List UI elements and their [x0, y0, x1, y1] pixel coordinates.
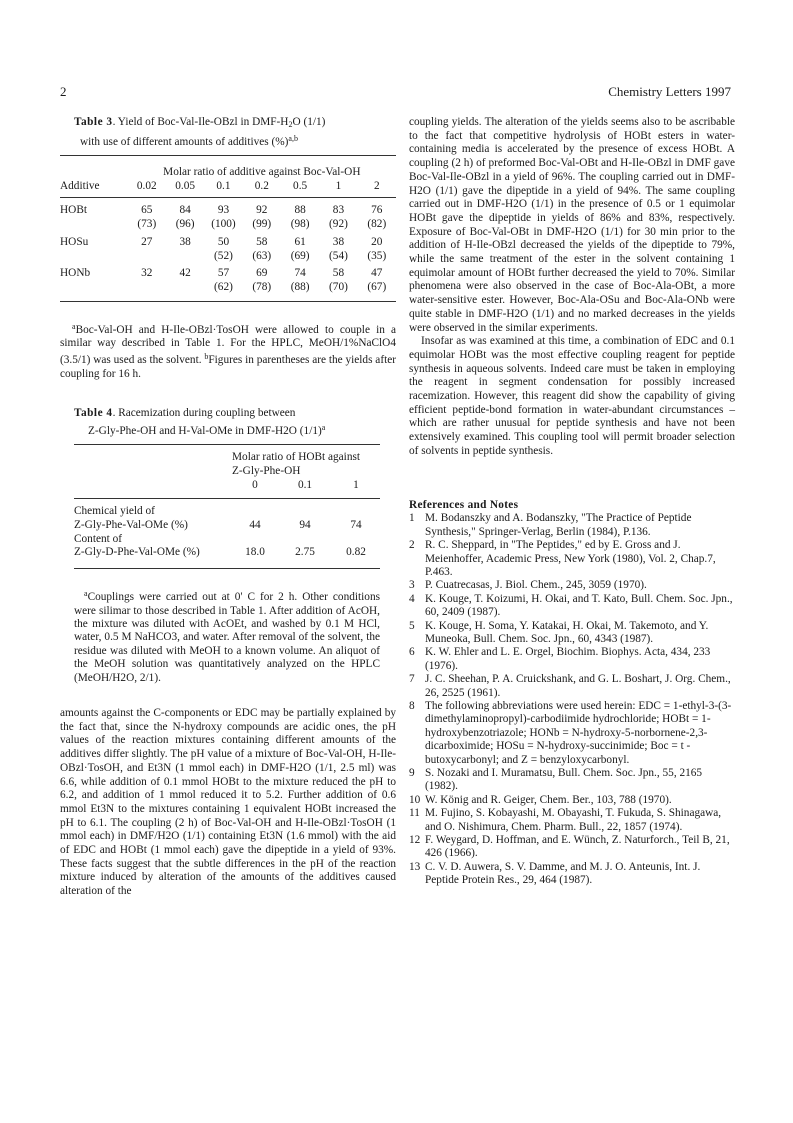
- table3-footnote: [60, 320, 396, 382]
- table3-paren: [166, 281, 204, 295]
- reference-text: The following abbreviations were used herein: EDC = 1-ethyl-3-(3-dimethylaminopropyl)-carbodiimide hydrochloride; HOBt = 1-hydroxybenzotriazole; HONb = N-hydroxy-5-norbornene-2,3-dicarboximide; HOSu = N-hydroxy-succinimide; Boc = t -butoxycarbonyl; and Z = benzyloxycarbonyl.: [425, 699, 732, 766]
- table3-cell: 84: [179, 204, 191, 217]
- reference-number: 4: [409, 592, 415, 605]
- table3-footnote-text: Boc-Val-OH and H-Ile-OBzl·TosOH were allowed to couple in a similar way described in Table 1. For the HPLC, MeOH/1%NaClO4 (3.5/1) was used as the solvent.: [60, 323, 396, 367]
- table3-paren: (54): [329, 249, 348, 262]
- table3-cell: 93: [217, 204, 230, 217]
- table3-paren: (88): [290, 280, 310, 293]
- table3-footnote-b-text: Figures in parentheses are the yields after coupling for 16 h.: [60, 354, 396, 380]
- table3-cell: 38: [179, 235, 191, 248]
- table4-cell: 18.0: [245, 546, 265, 559]
- table3-cell: 83: [332, 204, 345, 217]
- table3-header-span: Molar ratio of additive against Boc-Val-OH: [163, 166, 361, 178]
- table3-paren: (96): [175, 218, 195, 231]
- reference-number: 6: [409, 646, 415, 659]
- table3-paren: (67): [367, 280, 387, 293]
- table3-row-name: HONb: [60, 267, 91, 280]
- table3-footnote-a-sup: a: [72, 321, 76, 331]
- table3-caption-sup: a,b: [288, 133, 298, 143]
- table4-cell: 0.82: [346, 546, 366, 559]
- reference-number: 3: [409, 579, 415, 592]
- table3-cell: 38: [332, 235, 345, 248]
- table3-paren: (52): [214, 249, 233, 262]
- left-column: [60, 116, 396, 899]
- table3-ratio: 1: [335, 179, 342, 192]
- table3-paren: (82): [367, 218, 387, 231]
- table4-footnote: [74, 587, 380, 685]
- table4-ratio: 1: [353, 478, 359, 491]
- reference-item: [409, 834, 735, 861]
- table4-bottom-rule: [74, 568, 380, 569]
- reference-text: C. V. D. Auwera, S. V. Damme, and M. J. O. Anteunis, Int. J. Peptide Protein Res., 29, 464 (1987).: [425, 860, 701, 887]
- reference-item: [409, 593, 735, 620]
- table3-cell: 20: [371, 235, 383, 248]
- reference-number: 10: [409, 793, 421, 806]
- reference-item: [409, 673, 735, 700]
- table4-caption-text: . Racemization during coupling between: [112, 407, 296, 420]
- table3-paren: (62): [214, 280, 233, 293]
- table4-row-label: Content of: [74, 532, 123, 545]
- table3-cell: 58: [256, 235, 268, 248]
- table4-header: Molar ratio of HOBt against: [232, 451, 361, 464]
- table3-cell: 76: [371, 204, 383, 217]
- table4: [74, 445, 380, 560]
- references-title: References and Notes: [409, 498, 519, 511]
- right-column: [409, 116, 735, 888]
- table4-label: Table 4: [74, 407, 113, 420]
- table3-footnote-b-sup: b: [204, 352, 209, 362]
- table3-row-name: HOBt: [60, 204, 87, 217]
- table3-paren: (78): [252, 280, 272, 293]
- reference-text: J. C. Sheehan, P. A. Cruickshank, and G. L. Boshart, J. Org. Chem., 26, 2525 (1961).: [425, 673, 731, 699]
- table4-ratio: 0.1: [297, 478, 313, 491]
- body-left-paragraph: amounts against the C-components or EDC may be partially explained by the fact that, since the N-hydroxy compounds are acidic ones, the pH values of the reaction mixtures containing different amounts of the additives differ slightly. The pH value of a mixture of Boc-Val-OH, H-Ile-OBzl·TosOH, and Et3N (1 mmol each) in DMF-H2O (1/1, 2.5 ml) was 6.6, while addition of 0.1 mmol HOBt to the mixture reduced the pH to 6.2, and addition of 1 mmol reduced it to 5.2. Further addition of 0.6 mmol Et3N to the mixtures containing 1 equivalent HOBt increased the pH to 6.1. The coupling (2 h) of Boc-Val-OH and H-Ile-OBzl·TosOH (1 mmol each) in DMF/H2O (1/1) containing Et3N (1.6 mmol) with the aid of EDC and HOBt (1 mmol each) gave the dipeptide in a yield of 93%. These facts suggest that the subtle differences in the pH of the reaction mixture induced by alteration of the amounts of the additives caused alteration of the: [60, 707, 396, 898]
- table4-cell: 94: [299, 519, 311, 532]
- table3-paren: (63): [252, 249, 272, 262]
- table3-paren: [166, 250, 204, 264]
- table3-cell: 69: [256, 267, 268, 280]
- reference-number: 11: [409, 807, 420, 820]
- table3-cell: 50: [217, 235, 230, 248]
- table4-header-2: Z-Gly-Phe-OH: [232, 464, 301, 477]
- reference-text: M. Fujino, S. Kobayashi, M. Obayashi, T. Fukuda, S. Shinagawa, and O. Nishimura, Chem. Pharm. Bull., 22, 1857 (1974).: [425, 807, 722, 833]
- reference-text: S. Nozaki and I. Muramatsu, Bull. Chem. Soc. Jpn., 55, 2165 (1982).: [425, 767, 703, 793]
- table3-paren: [128, 250, 166, 264]
- reference-item: [409, 539, 735, 579]
- table4-caption: [60, 407, 396, 438]
- reference-item: [409, 700, 735, 767]
- table3-cell: 32: [141, 267, 153, 280]
- table3-cell: 74: [294, 267, 306, 280]
- table3-ratio: 0.5: [293, 179, 308, 192]
- table3-ratio: 0.1: [216, 179, 231, 192]
- reference-text: K. W. Ehler and L. E. Orgel, Biochim. Biophys. Acta, 434, 233 (1976).: [425, 646, 711, 672]
- table3-paren: (100): [211, 218, 236, 231]
- reference-item: [409, 861, 735, 888]
- table3-paren: (73): [137, 218, 157, 231]
- reference-item: [409, 620, 735, 647]
- table3-paren: (69): [290, 249, 310, 262]
- table3-bottom-rule: [60, 301, 396, 302]
- reference-number: 7: [409, 673, 415, 686]
- body-right-paragraph-1: coupling yields. The alteration of the yields seems also to be ascribable to the fact that competitive hydrolysis of HOBt esters in water-containing media is accelerated by the presence of excess HOBt. A coupling (2 h) of preformed Boc-Val-OBt and H-Ile-OBzl in DMF gave Boc-Val-Ile-OBzl in a yield of 96%. The coupling carried out in DMF-H2O (1/1) gave the dipeptide in a yield of 94%. The same coupling carried out in DMF-H2O (1/1) in the presence of 0.5 or 1 equimolar HOBt gave the dipeptide in yields of 86% and 83%, respectively. Exposure of Boc-Val-OBt in DMF-H2O (1/1) for 30 min prior to the addition of H-Ile-OBzl decreased the yields of the dipeptide to 79%, while the same treatment of the ester in the solvent containing 1 equimolar amount of HOBt further decreased the yield to 70%. Similar phenomena were also observed in the case of Boc-Ala-OBt, a more water-sensitive ester. However, Boc-Ala-OSu and Boc-Ala-ONb were quite stable in DMF-H2O (1/1) and no marked decreases in the yields were observed in the similar experiments.: [409, 116, 735, 334]
- table3-ratio: 2: [373, 179, 380, 192]
- table3-cell: 47: [371, 267, 383, 280]
- table3-ratio: 0.05: [175, 179, 196, 192]
- table3-caption-text-end: O (1/1): [292, 116, 326, 128]
- table3-cell: 27: [141, 235, 153, 248]
- table3-ratio: 0.02: [136, 179, 157, 192]
- reference-number: 9: [409, 767, 415, 779]
- table4-cell: 74: [350, 519, 362, 532]
- table3-paren: (99): [252, 218, 272, 231]
- table3-cell: 92: [256, 204, 268, 217]
- table4-caption-sup: a: [321, 422, 326, 432]
- reference-text: P. Cuatrecasas, J. Biol. Chem., 245, 3059 (1970).: [425, 579, 647, 592]
- table4-cell: 44: [249, 519, 261, 532]
- reference-text: M. Bodanszky and A. Bodanszky, "The Practice of Peptide Synthesis," Springer-Verlag, Berlin (1984), P.136.: [425, 512, 692, 538]
- table3-cell: 61: [294, 235, 306, 248]
- table4-row-label: Z-Gly-Phe-Val-OMe (%): [74, 519, 188, 532]
- table3-cell: 58: [332, 267, 345, 280]
- table3-caption-text: . Yield of Boc-Val-Ile-OBzl in DMF-H: [112, 116, 289, 128]
- table3-paren: (98): [290, 218, 310, 231]
- reference-item: [409, 807, 735, 834]
- reference-item: [409, 646, 735, 673]
- reference-number: 5: [409, 619, 415, 632]
- table4-row-label: Z-Gly-D-Phe-Val-OMe (%): [74, 546, 200, 559]
- table4-ratio: 0: [252, 478, 258, 491]
- table3-cell: 57: [217, 267, 230, 280]
- table3-caption-sub: 2: [288, 120, 293, 129]
- body-right-paragraph-2: Insofar as was examined at this time, a combination of EDC and 0.1 equimolar HOBt was the most effective coupling reagent for peptide synthesis in aqueous solvents. Indeed care must be taken in employing the reagent in segment condensation for possibly increased racemization. However, this reagent did show the capability of giving efficient peptide-bond formation in water-abundant circumstances – which are rather unusual for peptide synthesis and have not been extensively examined. This coupling tool will permit broader selection of solvents in peptide synthesis.: [409, 335, 735, 457]
- table3-label: Table 3: [74, 116, 113, 128]
- table4-footnote-sup: a: [84, 589, 88, 599]
- reference-number: 1: [409, 512, 415, 525]
- table4-footnote-text: Couplings were carried out at 0' C for 2 h. Other conditions were silimar to those described in Table 1. After addition of AcOH, the mixture was diluted with AcOEt, and washed by 0.1 M HCl, water, 0.5 M NaHCO3, and water. After removal of the solvent, the residue was diluted with MeOH to a known volume. An aliquot of the MeOH solution was quantitatively analyzed on the HPLC (MeOH/H2O, 2/1).: [74, 591, 380, 684]
- reference-number: 12: [409, 834, 421, 847]
- table3-paren: (92): [329, 218, 348, 231]
- reference-text: W. König and R. Geiger, Chem. Ber., 103, 788 (1970).: [425, 793, 672, 806]
- table3-paren: (35): [367, 249, 387, 262]
- reference-number: 8: [409, 699, 415, 712]
- table3-top-rule: [60, 155, 396, 156]
- table3: [60, 162, 396, 295]
- table3-paren: (70): [329, 280, 348, 293]
- table3-caption-line2: with use of different amounts of additives (%): [80, 135, 289, 148]
- reference-item: [409, 579, 735, 592]
- table3-cell: 65: [141, 204, 153, 217]
- table3-caption: [60, 116, 396, 149]
- reference-item: [409, 767, 735, 794]
- table3-paren: [128, 281, 166, 295]
- table3-row-name: HOSu: [60, 235, 89, 248]
- table3-col-additive: Additive: [60, 179, 100, 192]
- table4-cell: 2.75: [295, 546, 315, 559]
- table4-row-label: Chemical yield of: [74, 505, 155, 518]
- reference-item: [409, 512, 735, 539]
- reference-text: F. Weygard, D. Hoffman, and E. Wünch, Z. Naturforch., Teil B, 21, 426 (1966).: [425, 834, 730, 860]
- reference-number: 13: [409, 860, 421, 873]
- reference-text: R. C. Sheppard, in "The Peptides," ed by E. Gross and J. Meienhoffer, Academic Press, New York (1980), Vol. 2, Chap.7, P.463.: [425, 539, 716, 578]
- reference-item: [409, 794, 735, 807]
- reference-number: 2: [409, 539, 415, 552]
- reference-text: K. Kouge, H. Soma, Y. Katakai, H. Okai, M. Takemoto, and Y. Muneoka, Bull. Chem. Soc. Jpn., 60, 4343 (1987).: [425, 619, 709, 645]
- page-number: 2: [60, 84, 67, 99]
- table4-caption-line2: Z-Gly-Phe-OH and H-Val-OMe in DMF-H2O (1/1): [88, 424, 322, 437]
- reference-text: K. Kouge, T. Koizumi, H. Okai, and T. Kato, Bull. Chem. Soc. Jpn., 60, 2409 (1987).: [425, 592, 733, 619]
- table3-ratio: 0.2: [254, 179, 269, 192]
- journal-header: Chemistry Letters 1997: [608, 84, 731, 99]
- table3-cell: 42: [179, 267, 191, 280]
- table3-cell: 88: [294, 204, 306, 217]
